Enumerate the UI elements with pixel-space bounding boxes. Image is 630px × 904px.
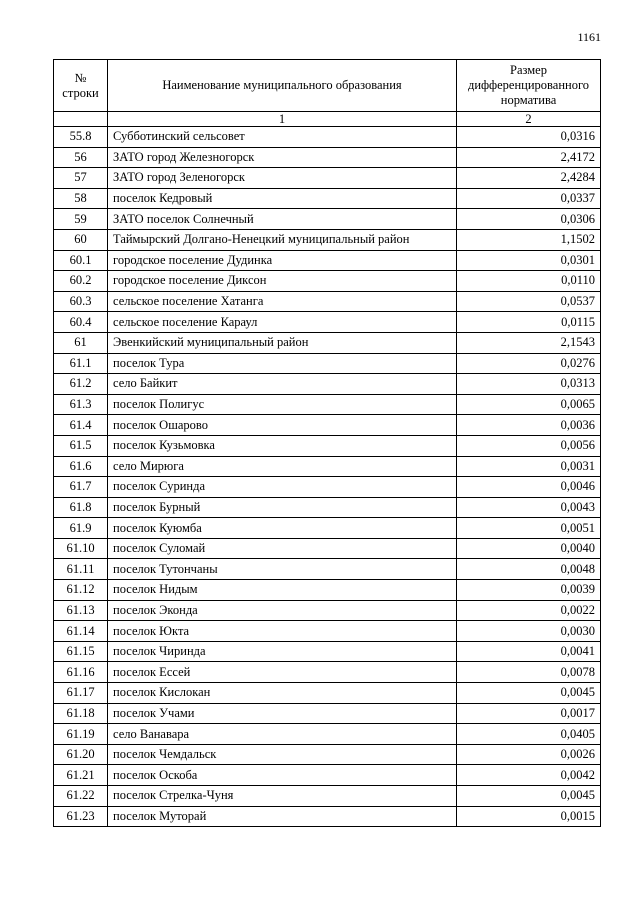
- row-number-cell: 61.20: [54, 744, 108, 765]
- table-row: [54, 662, 601, 683]
- row-number-cell: 61.1: [54, 353, 108, 374]
- municipality-name-cell: сельское поселение Хатанга: [108, 291, 457, 312]
- row-number-cell: 61.4: [54, 415, 108, 436]
- municipality-name-cell: ЗАТО город Зеленогорск: [108, 168, 457, 189]
- table-row: [54, 518, 601, 539]
- row-number-cell: 61: [54, 332, 108, 353]
- row-number-cell: 61.2: [54, 374, 108, 395]
- table-row: [54, 127, 601, 148]
- index-cell-empty: [54, 112, 108, 127]
- municipality-name-cell: городское поселение Дудинка: [108, 250, 457, 271]
- normative-value-cell: 0,0015: [457, 806, 601, 827]
- municipality-name-cell: поселок Ошарово: [108, 415, 457, 436]
- municipality-name-cell: поселок Учами: [108, 703, 457, 724]
- normative-value-cell: 0,0316: [457, 127, 601, 148]
- normative-value-cell: 1,1502: [457, 229, 601, 250]
- municipality-name-cell: поселок Чемдальск: [108, 744, 457, 765]
- municipality-name-cell: поселок Ессей: [108, 662, 457, 683]
- normative-value-cell: 0,0056: [457, 435, 601, 456]
- municipality-name-cell: поселок Муторай: [108, 806, 457, 827]
- municipality-name-cell: поселок Стрелка-Чуня: [108, 786, 457, 807]
- table-row: [54, 332, 601, 353]
- normative-value-cell: 2,4172: [457, 147, 601, 168]
- normative-value-cell: 0,0045: [457, 683, 601, 704]
- normative-value-cell: 0,0276: [457, 353, 601, 374]
- header-municipality-name: [108, 60, 457, 112]
- table-row: [54, 353, 601, 374]
- table-row: [54, 641, 601, 662]
- municipality-name-cell: поселок Кузьмовка: [108, 435, 457, 456]
- normative-value-cell: 0,0110: [457, 271, 601, 292]
- row-number-cell: 61.13: [54, 600, 108, 621]
- normative-value-cell: 0,0030: [457, 621, 601, 642]
- table-row: [54, 683, 601, 704]
- row-number-cell: 56: [54, 147, 108, 168]
- row-number-cell: 61.3: [54, 394, 108, 415]
- municipality-name-cell: городское поселение Диксон: [108, 271, 457, 292]
- normative-value-cell: 0,0045: [457, 786, 601, 807]
- table-row: [54, 415, 601, 436]
- municipality-name-cell: поселок Тутончаны: [108, 559, 457, 580]
- row-number-cell: 60.2: [54, 271, 108, 292]
- normative-value-cell: 0,0306: [457, 209, 601, 230]
- normative-value-cell: 0,0041: [457, 641, 601, 662]
- table-row: [54, 744, 601, 765]
- municipality-name-cell: поселок Суломай: [108, 538, 457, 559]
- row-number-cell: 59: [54, 209, 108, 230]
- municipality-name-cell: поселок Суринда: [108, 477, 457, 498]
- normative-value-cell: 0,0405: [457, 724, 601, 745]
- header-normative-size-label: Размер дифференцированного норматива: [467, 63, 590, 107]
- municipality-name-cell: поселок Кислокан: [108, 683, 457, 704]
- municipality-name-cell: сельское поселение Караул: [108, 312, 457, 333]
- table-row: [54, 477, 601, 498]
- row-number-cell: 55.8: [54, 127, 108, 148]
- row-number-cell: 58: [54, 188, 108, 209]
- row-number-cell: 61.12: [54, 580, 108, 601]
- row-number-cell: 61.23: [54, 806, 108, 827]
- header-normative-size: [457, 60, 601, 112]
- row-number-cell: 61.17: [54, 683, 108, 704]
- table-row: [54, 374, 601, 395]
- header-row-number: [54, 60, 108, 112]
- normative-value-cell: 0,0017: [457, 703, 601, 724]
- row-number-cell: 60: [54, 229, 108, 250]
- row-number-cell: 61.19: [54, 724, 108, 745]
- table-index-row: [54, 112, 601, 127]
- row-number-cell: 61.7: [54, 477, 108, 498]
- index-cell-1: 1: [108, 112, 457, 127]
- normative-value-cell: 0,0115: [457, 312, 601, 333]
- table-row: [54, 394, 601, 415]
- table-row: [54, 538, 601, 559]
- header-row-number-label: № строки: [62, 70, 99, 100]
- municipality-name-cell: село Ванавара: [108, 724, 457, 745]
- table-row: [54, 806, 601, 827]
- index-cell-2: 2: [457, 112, 601, 127]
- table-row: [54, 765, 601, 786]
- normative-value-cell: 0,0039: [457, 580, 601, 601]
- table-row: [54, 621, 601, 642]
- table-row: [54, 724, 601, 745]
- row-number-cell: 61.21: [54, 765, 108, 786]
- municipality-name-cell: Эвенкийский муниципальный район: [108, 332, 457, 353]
- row-number-cell: 60.1: [54, 250, 108, 271]
- normative-value-cell: 0,0043: [457, 497, 601, 518]
- table-row: [54, 271, 601, 292]
- table-row: [54, 580, 601, 601]
- municipality-name-cell: село Мирюга: [108, 456, 457, 477]
- normative-value-cell: 0,0313: [457, 374, 601, 395]
- table-row: [54, 168, 601, 189]
- header-municipality-name-label: Наименование муниципального образования: [162, 78, 402, 92]
- row-number-cell: 61.10: [54, 538, 108, 559]
- table-row: [54, 559, 601, 580]
- table-row: [54, 786, 601, 807]
- row-number-cell: 61.16: [54, 662, 108, 683]
- municipality-name-cell: поселок Тура: [108, 353, 457, 374]
- normative-value-cell: 0,0040: [457, 538, 601, 559]
- table-row: [54, 703, 601, 724]
- table-body: [54, 127, 601, 827]
- municipality-name-cell: поселок Куюмба: [108, 518, 457, 539]
- municipality-name-cell: поселок Оскоба: [108, 765, 457, 786]
- normative-value-cell: 0,0022: [457, 600, 601, 621]
- normative-value-cell: 0,0046: [457, 477, 601, 498]
- municipality-name-cell: ЗАТО город Железногорск: [108, 147, 457, 168]
- normative-value-cell: 2,1543: [457, 332, 601, 353]
- row-number-cell: 61.9: [54, 518, 108, 539]
- normative-value-cell: 0,0078: [457, 662, 601, 683]
- row-number-cell: 61.22: [54, 786, 108, 807]
- table-row: [54, 250, 601, 271]
- row-number-cell: 61.8: [54, 497, 108, 518]
- normative-value-cell: 0,0301: [457, 250, 601, 271]
- row-number-cell: 61.6: [54, 456, 108, 477]
- normative-value-cell: 0,0031: [457, 456, 601, 477]
- municipality-name-cell: Субботинский сельсовет: [108, 127, 457, 148]
- row-number-cell: 60.4: [54, 312, 108, 333]
- normative-value-cell: 2,4284: [457, 168, 601, 189]
- row-number-cell: 57: [54, 168, 108, 189]
- row-number-cell: 61.18: [54, 703, 108, 724]
- municipality-name-cell: Таймырский Долгано-Ненецкий муниципальный район: [108, 229, 457, 250]
- normative-value-cell: 0,0051: [457, 518, 601, 539]
- table-row: [54, 147, 601, 168]
- normative-value-cell: 0,0048: [457, 559, 601, 580]
- normative-value-cell: 0,0337: [457, 188, 601, 209]
- row-number-cell: 61.11: [54, 559, 108, 580]
- municipality-name-cell: поселок Нидым: [108, 580, 457, 601]
- municipality-name-cell: поселок Кедровый: [108, 188, 457, 209]
- row-number-cell: 61.5: [54, 435, 108, 456]
- municipality-name-cell: ЗАТО поселок Солнечный: [108, 209, 457, 230]
- row-number-cell: 61.15: [54, 641, 108, 662]
- table-row: [54, 600, 601, 621]
- table-row: [54, 497, 601, 518]
- table-row: [54, 188, 601, 209]
- municipality-name-cell: поселок Чиринда: [108, 641, 457, 662]
- table-header-row: [54, 60, 601, 112]
- normative-table: [53, 59, 601, 827]
- municipality-name-cell: поселок Эконда: [108, 600, 457, 621]
- municipality-name-cell: поселок Бурный: [108, 497, 457, 518]
- municipality-name-cell: поселок Юкта: [108, 621, 457, 642]
- table-row: [54, 456, 601, 477]
- table-row: [54, 291, 601, 312]
- normative-value-cell: 0,0026: [457, 744, 601, 765]
- page-number: 1161: [577, 30, 601, 44]
- table-row: [54, 312, 601, 333]
- table-row: [54, 435, 601, 456]
- table-row: [54, 209, 601, 230]
- municipality-name-cell: село Байкит: [108, 374, 457, 395]
- normative-value-cell: 0,0537: [457, 291, 601, 312]
- normative-value-cell: 0,0036: [457, 415, 601, 436]
- normative-value-cell: 0,0065: [457, 394, 601, 415]
- normative-value-cell: 0,0042: [457, 765, 601, 786]
- row-number-cell: 61.14: [54, 621, 108, 642]
- municipality-name-cell: поселок Полигус: [108, 394, 457, 415]
- table-row: [54, 229, 601, 250]
- row-number-cell: 60.3: [54, 291, 108, 312]
